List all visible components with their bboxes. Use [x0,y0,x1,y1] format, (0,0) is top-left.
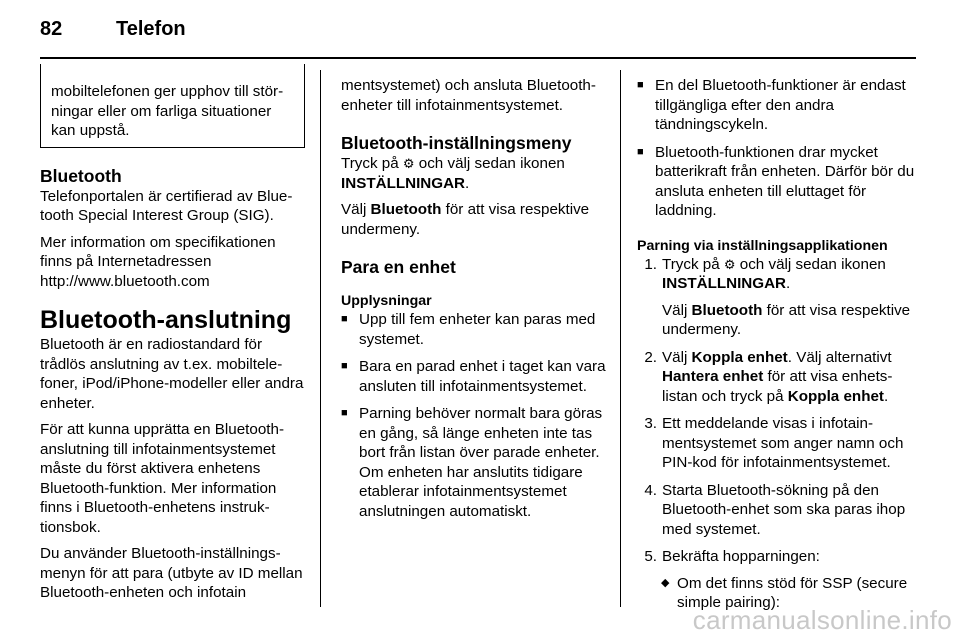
pairing-steps [637,255,917,613]
connection-paragraph-3: Du använder Bluetooth-inställningsmenyn för att para (utbyte av ID mellan Bluetooth-enheten och infotain [40,545,303,601]
settings-bluetooth-instruction: Välj Bluetooth för att visa respektive undermeny. [341,201,590,238]
watermark: carmanualsonline.info [692,605,952,635]
column-left [40,64,305,603]
page-header [40,18,186,41]
pair-device-heading: Para en enhet [341,257,456,277]
bluetooth-spec-text: Mer information om specifikationen finns på Internetadressen [40,233,276,270]
connection-paragraph-2: För att kunna upprätta en Bluetooth-anslutning till infotainmentsystemet måste du först aktivera enhetens Bluetooth-funktion. Mer information finns i Bluetooth-enhetens instruktionsbok. [40,421,285,536]
step-1-detail: Välj Bluetooth för att visa respektive undermeny. [662,301,911,338]
connection-heading: Bluetooth-anslutning [40,306,292,334]
list-item: ■ Parning behöver normalt bara göras en gång, så länge enheten inte tas bort från listan över parade enheter. Om enheten har anslutits tidigare etablerar infotainmentsystemet anslutningen automatiskt. [341,404,607,521]
step-1: 1. Tryck på ⚙ och välj sedan ikonen INSTÄLLNINGAR. Välj Bluetooth för att visa respektive undermeny. [637,255,917,340]
connection-paragraph-1: Bluetooth är en radiostandard för trådlös anslutning av t.ex. mobiltelefoner, iPod/iPhone-modeller eller andra enheter. [40,336,304,412]
info-heading: Upplysningar [341,293,432,309]
pairing-heading: Parning via inställningsapplikationen [637,237,888,254]
info-list [341,310,607,521]
step-3: 3. Ett meddelande visas i infotainmentsystemet som anger namn och PIN-kod för infotainmentsystemet. [644,415,904,471]
section-title: Telefon [116,18,186,40]
column-divider-left [320,70,321,607]
step-4: 4. Starta Bluetooth-sökning på den Bluetooth-enhet som ska paras ihop med systemet. [644,481,906,538]
step-5-sub: ◆ Om det finns stöd för SSP (secure simple pairing): [637,574,917,613]
bluetooth-url: http://www.bluetooth.com [40,272,210,290]
header-rule [40,57,916,59]
settings-gear-icon: ⚙ [402,156,415,171]
info-list-continued [637,76,917,221]
settings-menu-heading: Bluetooth-inställningsmeny [341,133,572,153]
settings-gear-icon: ⚙ [723,256,736,272]
column-divider-right [620,70,621,607]
list-item: ■ Upp till fem enheter kan paras med systemet. [341,310,607,349]
column-right [637,76,917,613]
settings-instruction: Tryck på ⚙ och välj sedan ikonen INSTÄLLNINGAR. [341,155,565,192]
step-5: 5. Bekräfta hopparningen: [644,548,820,565]
column-middle [341,76,607,521]
page-number: 82 [40,18,63,40]
list-item: ■ Bluetooth-funktionen drar mycket batterikraft från enheten. Därför bör du ansluta enheten till eluttaget för laddning. [637,143,917,221]
list-item: ■ En del Bluetooth-funktioner är endast tillgängliga efter den andra tändningscykeln. [637,76,917,135]
list-item: ■ Bara en parad enhet i taget kan vara ansluten till infotainmentsystemet. [341,357,607,396]
step-2: 2. Välj Koppla enhet. Välj alternativt Hantera enhet för att visa enhetslistan och tryck på Koppla enhet. [644,348,893,405]
continued-text: mentsystemet) och ansluta Bluetooth-enheter till infotainmentsystemet. [341,77,596,114]
note-text: mobiltelefonen ger upphov till störningar eller om farliga situationer kan uppstå. [51,83,284,139]
bluetooth-heading: Bluetooth [40,165,122,186]
bluetooth-certification-text: Telefonportalen är certifierad av Bluetooth Special Interest Group (SIG). [40,187,293,224]
note-box [40,64,305,148]
